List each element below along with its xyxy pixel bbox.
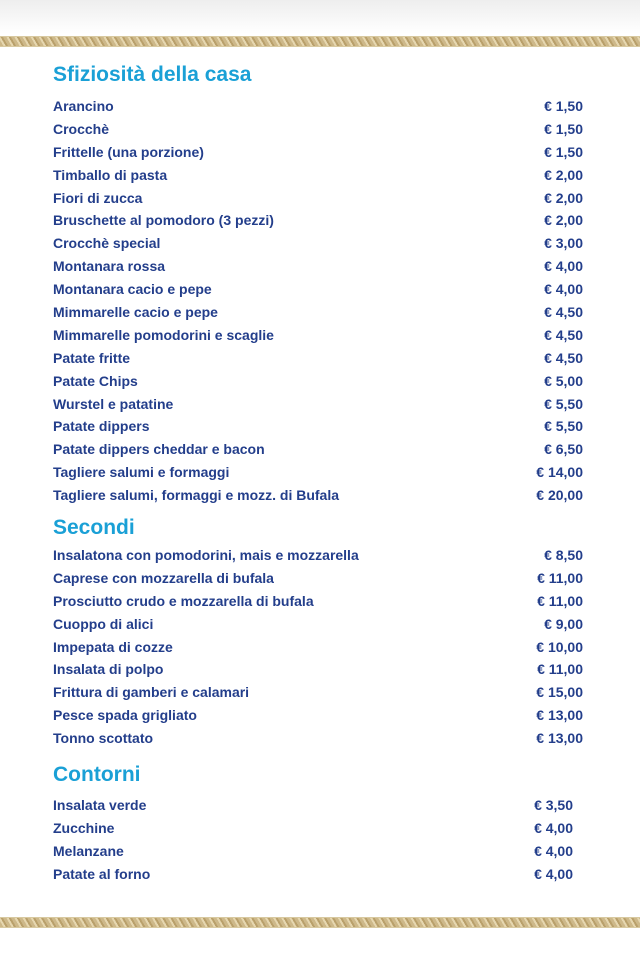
menu-item-price: € 2,00	[544, 189, 583, 206]
top-shade	[0, 0, 640, 34]
menu-item-price: € 8,50	[544, 547, 583, 563]
menu-item-name: Tagliere salumi e formaggi	[53, 464, 230, 481]
menu-item-price: € 4,50	[544, 304, 583, 321]
menu-item-price: € 5,00	[544, 372, 583, 389]
menu-item-price: € 3,00	[544, 235, 583, 252]
menu-item-price: € 4,00	[544, 281, 583, 298]
menu-item-name: Montanara cacio e pepe	[53, 281, 212, 298]
menu-item-price: € 10,00	[536, 638, 583, 655]
menu-item-name: Patate fritte	[53, 349, 131, 366]
section-title-secondi: Secondi	[53, 516, 135, 539]
menu-item-price: € 13,00	[536, 730, 583, 747]
menu-item-name: Bruschette al pomodoro (3 pezzi)	[53, 212, 274, 229]
menu-item-price: € 2,00	[544, 212, 583, 229]
menu-item-price: € 4,00	[534, 842, 573, 859]
menu-item-price: € 13,00	[536, 707, 583, 724]
menu-item-name: Patate Chips	[53, 372, 138, 389]
menu-item-price: € 1,50	[544, 143, 583, 160]
rope-border-bottom	[0, 917, 640, 928]
menu-item-name: Fiori di zucca	[53, 189, 143, 206]
menu-item-name: Pesce spada grigliato	[53, 707, 197, 724]
menu-item-name: Crocchè special	[53, 235, 161, 252]
menu-item-price: € 4,00	[534, 865, 573, 882]
menu-item-price: € 4,50	[544, 326, 583, 343]
menu-item-price: € 6,50	[544, 441, 583, 458]
menu-item-price: € 5,50	[544, 395, 583, 412]
menu-item-name: Zucchine	[53, 819, 115, 836]
menu-item-price: € 11,00	[537, 661, 583, 678]
menu-item-price: € 11,00	[537, 592, 583, 609]
menu-item-name: Cuoppo di alici	[53, 615, 154, 632]
menu-item-name: Mimmarelle cacio e pepe	[53, 304, 218, 321]
menu-item-name: Frittura di gamberi e calamari	[53, 684, 250, 701]
menu-item-name: Frittelle (una porzione)	[53, 143, 204, 160]
menu-item-name: Mimmarelle pomodorini e scaglie	[53, 326, 274, 343]
menu-item-price: € 2,00	[544, 166, 583, 183]
menu-item-name: Melanzane	[53, 842, 124, 859]
menu-item-price: € 3,50	[534, 797, 573, 813]
menu-item-price: € 4,00	[544, 258, 583, 275]
menu-item-name: Wurstel e patatine	[53, 395, 174, 412]
menu-item-price: € 1,50	[544, 98, 583, 114]
menu-item-name: Tagliere salumi, formaggi e mozz. di Bufala	[53, 487, 340, 504]
menu-item-price: € 5,50	[544, 418, 583, 435]
menu-item-name: Arancino	[53, 98, 114, 114]
menu-item-price: € 4,50	[544, 349, 583, 366]
menu-item-name: Patate dippers	[53, 418, 150, 435]
menu-item-name: Insalata verde	[53, 797, 147, 813]
menu-item-name: Caprese con mozzarella di bufala	[53, 569, 274, 586]
section-title-sfiziosita: Sfiziosità della casa	[53, 63, 252, 86]
menu-item-name: Crocchè	[53, 120, 110, 137]
menu-item-price: € 4,00	[534, 819, 573, 836]
menu-item-name: Prosciutto crudo e mozzarella di bufala	[53, 592, 314, 609]
menu-item-price: € 9,00	[544, 615, 583, 632]
menu-item-name: Patate dippers cheddar e bacon	[53, 441, 265, 458]
menu-item-price: € 20,00	[536, 487, 583, 504]
section-title-contorni: Contorni	[53, 763, 141, 786]
menu-item-name: Impepata di cozze	[53, 638, 173, 655]
menu-item-price: € 14,00	[536, 464, 583, 481]
menu-item-name: Tonno scottato	[53, 730, 154, 747]
menu-item-price: € 1,50	[544, 120, 583, 137]
menu-item-name: Insalata di polpo	[53, 661, 164, 678]
menu-item-name: Patate al forno	[53, 865, 151, 882]
menu-item-price: € 11,00	[537, 569, 583, 586]
menu-item-name: Montanara rossa	[53, 258, 166, 275]
menu-item-name: Insalatona con pomodorini, mais e mozzarella	[53, 547, 359, 563]
menu-item-name: Timballo di pasta	[53, 166, 168, 183]
rope-border-top	[0, 36, 640, 47]
menu-item-price: € 15,00	[536, 684, 583, 701]
